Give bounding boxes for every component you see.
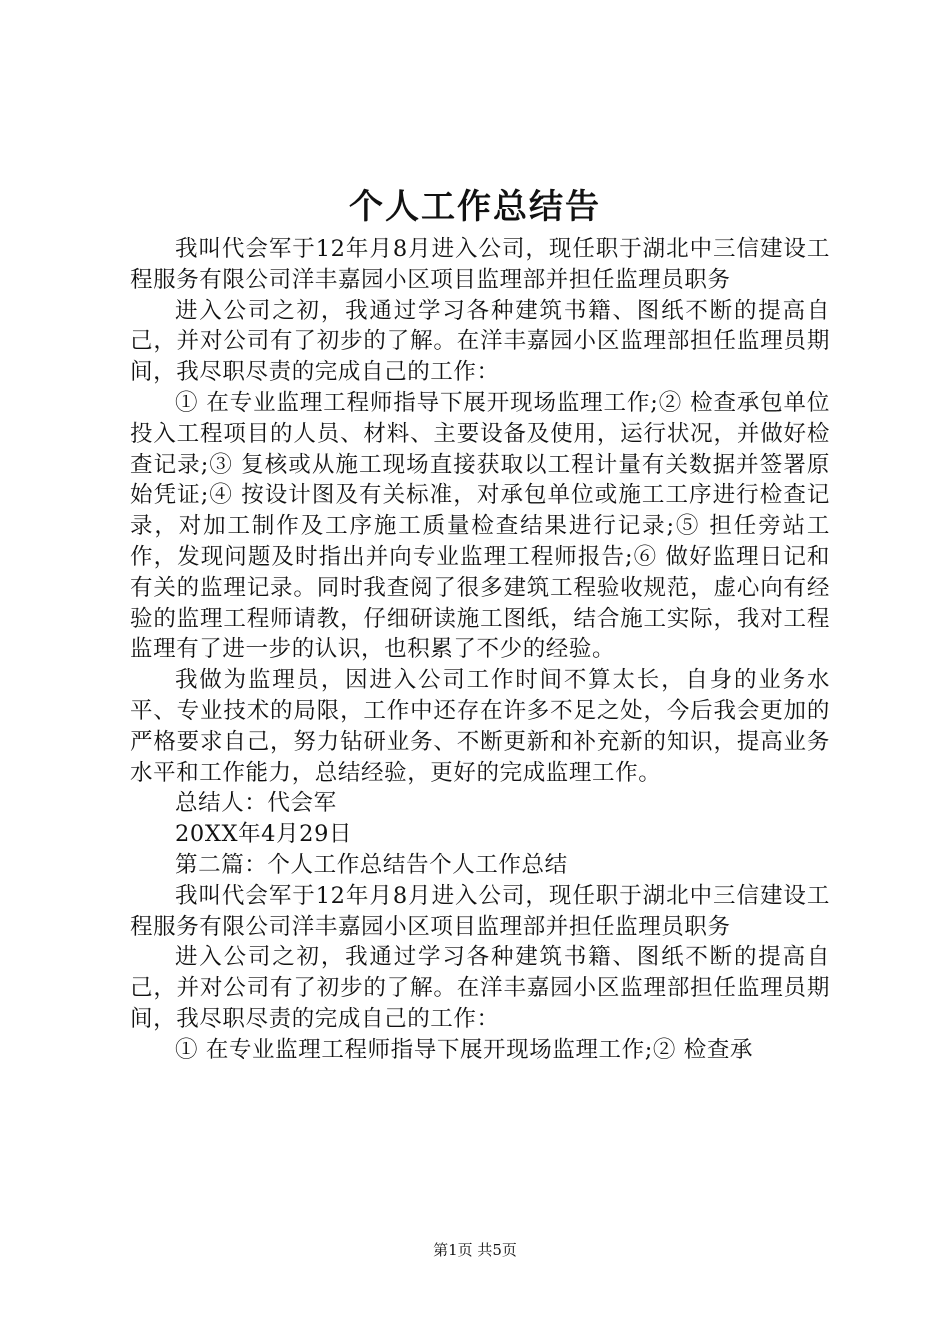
paragraph-intro: 我叫代会军于12年月8月进入公司，现任职于湖北中三信建设工程服务有限公司洋丰嘉园小区项目监理部并担任监理员职务 bbox=[130, 236, 830, 293]
paragraph-self-assessment: 我做为监理员，因进入公司工作时间不算太长，自身的业务水平、专业技术的局限，工作中还存在许多不足之处，今后我会更加的严格要求自己，努力钻研业务、不断更新和补充新的知识，提高业务水平和工作能力，总结经验，更好的完成监理工作。 bbox=[130, 667, 830, 786]
paragraph-duties-repeat: ① 在专业监理工程师指导下展开现场监理工作;② 检查承 bbox=[175, 1036, 754, 1063]
paragraph-onboarding-repeat: 进入公司之初，我通过学习各种建筑书籍、图纸不断的提高自己，并对公司有了初步的了解。在洋丰嘉园小区监理部担任监理员期间，我尽职尽责的完成自己的工作： bbox=[130, 944, 830, 1032]
section-heading: 第二篇：个人工作总结告个人工作总结 bbox=[175, 851, 568, 878]
date-line: 20XX年4月29日 bbox=[175, 821, 353, 848]
paragraph-onboarding: 进入公司之初，我通过学习各种建筑书籍、图纸不断的提高自己，并对公司有了初步的了解。在洋丰嘉园小区监理部担任监理员期间，我尽职尽责的完成自己的工作： bbox=[130, 297, 830, 386]
document-body bbox=[130, 234, 830, 1066]
paragraph-intro-repeat: 我叫代会军于12年月8月进入公司，现任职于湖北中三信建设工程服务有限公司洋丰嘉园小区项目监理部并担任监理员职务 bbox=[130, 882, 830, 940]
page-footer: 第1页 共5页 bbox=[433, 1241, 517, 1259]
paragraph-duties: ① 在专业监理工程师指导下展开现场监理工作;② 检查承包单位投入工程项目的人员、材料、主要设备及使用，运行状况，并做好检查记录;③ 复核或从施工现场直接获取以工程计量有关数据并签署原始凭证;④ 按设计图及有关标准，对承包单位或施工工序进行检查记录，对加工制作及工序施工质量检查结果进行记录;⑤ 担任旁站工作，发现问题及时指出并向专业监理工程师报告;⑥ 做好监理日记和有关的监理记录。同时我查阅了很多建筑工程验收规范，虚心向有经验的监理工程师请教，仔细研读施工图纸，结合施工实际，我对工程监理有了进一步的认识，也积累了不少的经验。 bbox=[130, 389, 830, 663]
document-title: 个人工作总结告 bbox=[349, 187, 601, 227]
author-line: 总结人：代会军 bbox=[175, 790, 337, 817]
